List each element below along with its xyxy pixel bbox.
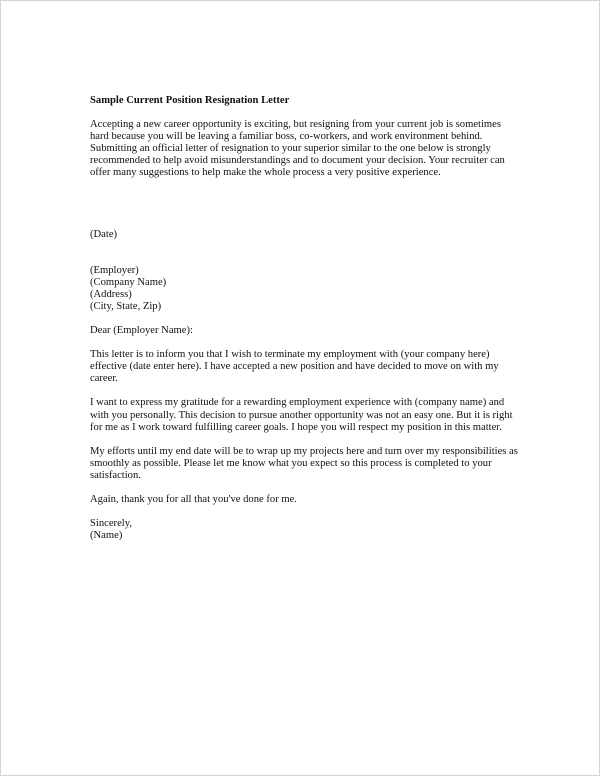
intro-paragraph: Accepting a new career opportunity is exciting, but resigning from your current job is sometimes hard because you will be leaving a familiar boss, co-workers, and work environment behind. Submitting an official letter of resignation to your superior similar to the one below is strongly recommended to help avoid misunderstandings and to document your decision. Your recruiter can offer many suggestions to help make the whole process a very positive experience. — [90, 119, 505, 179]
body-paragraph-4: Again, thank you for all that you've done for me. — [90, 493, 297, 505]
address-street: (Address) — [90, 288, 132, 300]
signature-name: (Name) — [90, 530, 123, 542]
date-placeholder: (Date) — [90, 228, 118, 240]
recipient-address — [90, 265, 520, 313]
signature-block — [90, 518, 520, 542]
document-title: Sample Current Position Resignation Letter — [90, 95, 290, 106]
address-city: (City, State, Zip) — [90, 300, 162, 312]
closing: Sincerely, — [90, 518, 132, 530]
address-company: (Company Name) — [90, 276, 167, 288]
body-paragraph-1: This letter is to inform you that I wish to terminate my employment with (your company here) effective (date enter here). I have accepted a new position and have decided to move on with my career. — [90, 349, 499, 385]
salutation: Dear (Employer Name): — [90, 325, 193, 337]
body-paragraph-3: My efforts until my end date will be to wrap up my projects here and turn over my responsibilities as smoothly as possible. Please let me know what you expect so this process is completed to your satisfaction. — [90, 445, 518, 481]
document-body — [90, 95, 520, 542]
address-employer: (Employer) — [90, 264, 139, 276]
body-paragraph-2: I want to express my gratitude for a rewarding employment experience with (company name) and with you personally. This decision to pursue another opportunity was not an easy one. But it is right for me as I work toward fulfilling career goals. I hope you will respect my position in this matter. — [90, 397, 513, 433]
